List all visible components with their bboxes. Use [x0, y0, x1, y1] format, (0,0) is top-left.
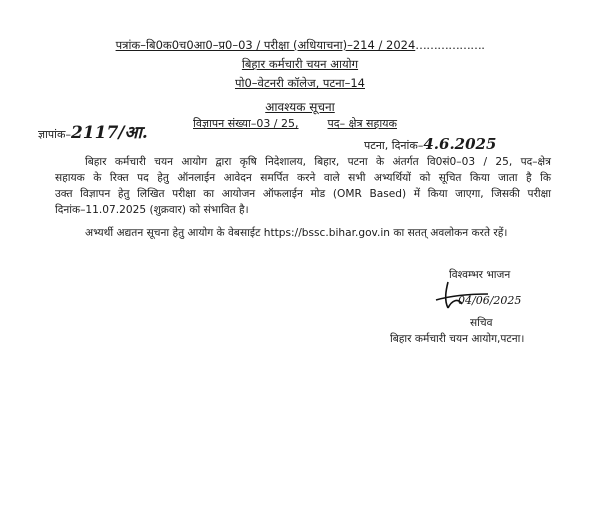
advertisement-line — [193, 116, 397, 131]
notice-title: आवश्यक सूचना — [265, 100, 335, 114]
designation: सचिव — [470, 317, 493, 329]
body-line: बिहार कर्मचारी चयन आयोग द्वारा कृषि निदेशालय, बिहार, पटना के अंतर्गत वि0सं0–03 / 25, पद–क्षेत्र — [85, 156, 551, 168]
body-paragraph — [55, 154, 551, 218]
signature-date: 04/06/2025 — [458, 294, 522, 307]
reference-number — [0, 38, 600, 53]
organization-name: बिहार कर्मचारी चयन आयोग — [241, 57, 359, 71]
letter-date — [364, 135, 496, 153]
body-line: सहायक के रिक्त पद हेतु ऑनलाईन आवेदन समर्पित करने वाले सभी अभ्यर्थियों को सूचित किया जाता है कि — [55, 172, 551, 184]
letter-number-value: 2117/आ. — [70, 123, 148, 143]
handwritten-signature — [428, 276, 548, 316]
letter-number — [38, 120, 148, 143]
post-name: पद– क्षेत्र सहायक — [327, 117, 398, 130]
letter-date-label: पटना, दिनांक– — [364, 139, 424, 152]
website-notice: अभ्यर्थी अद्यतन सूचना हेतु आयोग के वेबसाईट https://bssc.bihar.gov.in का सतत् अवलोकन करते रहें। — [85, 227, 508, 239]
issuing-office: बिहार कर्मचारी चयन आयोग,पटना। — [390, 333, 525, 345]
reference-text: पत्रांक–बि0क0च0आ0–प्र0–03 / परीक्षा (अधियाचना)–214 / 2024 — [115, 38, 416, 52]
reference-dots: ………………. — [415, 38, 485, 52]
signer-name: विश्वम्भर भाजन — [449, 269, 511, 281]
body-line: दिनांक–11.07.2025 (शुक्रवार) को संभावित है। — [55, 204, 249, 216]
organization-address: पो0–वेटनरी कॉलेज, पटना–14 — [234, 76, 365, 90]
body-line: उक्त विज्ञापन हेतु लिखित परीक्षा का आयोजन ऑफलाईन मोड (OMR Based) में किया जाएगा, जिसकी परीक्षा — [55, 188, 551, 200]
letter-date-value: 4.6.2025 — [423, 135, 497, 153]
letter-number-label: ज्ञापांक– — [38, 128, 71, 141]
advertisement-number: विज्ञापन संख्या–03 / 25, — [193, 117, 299, 130]
